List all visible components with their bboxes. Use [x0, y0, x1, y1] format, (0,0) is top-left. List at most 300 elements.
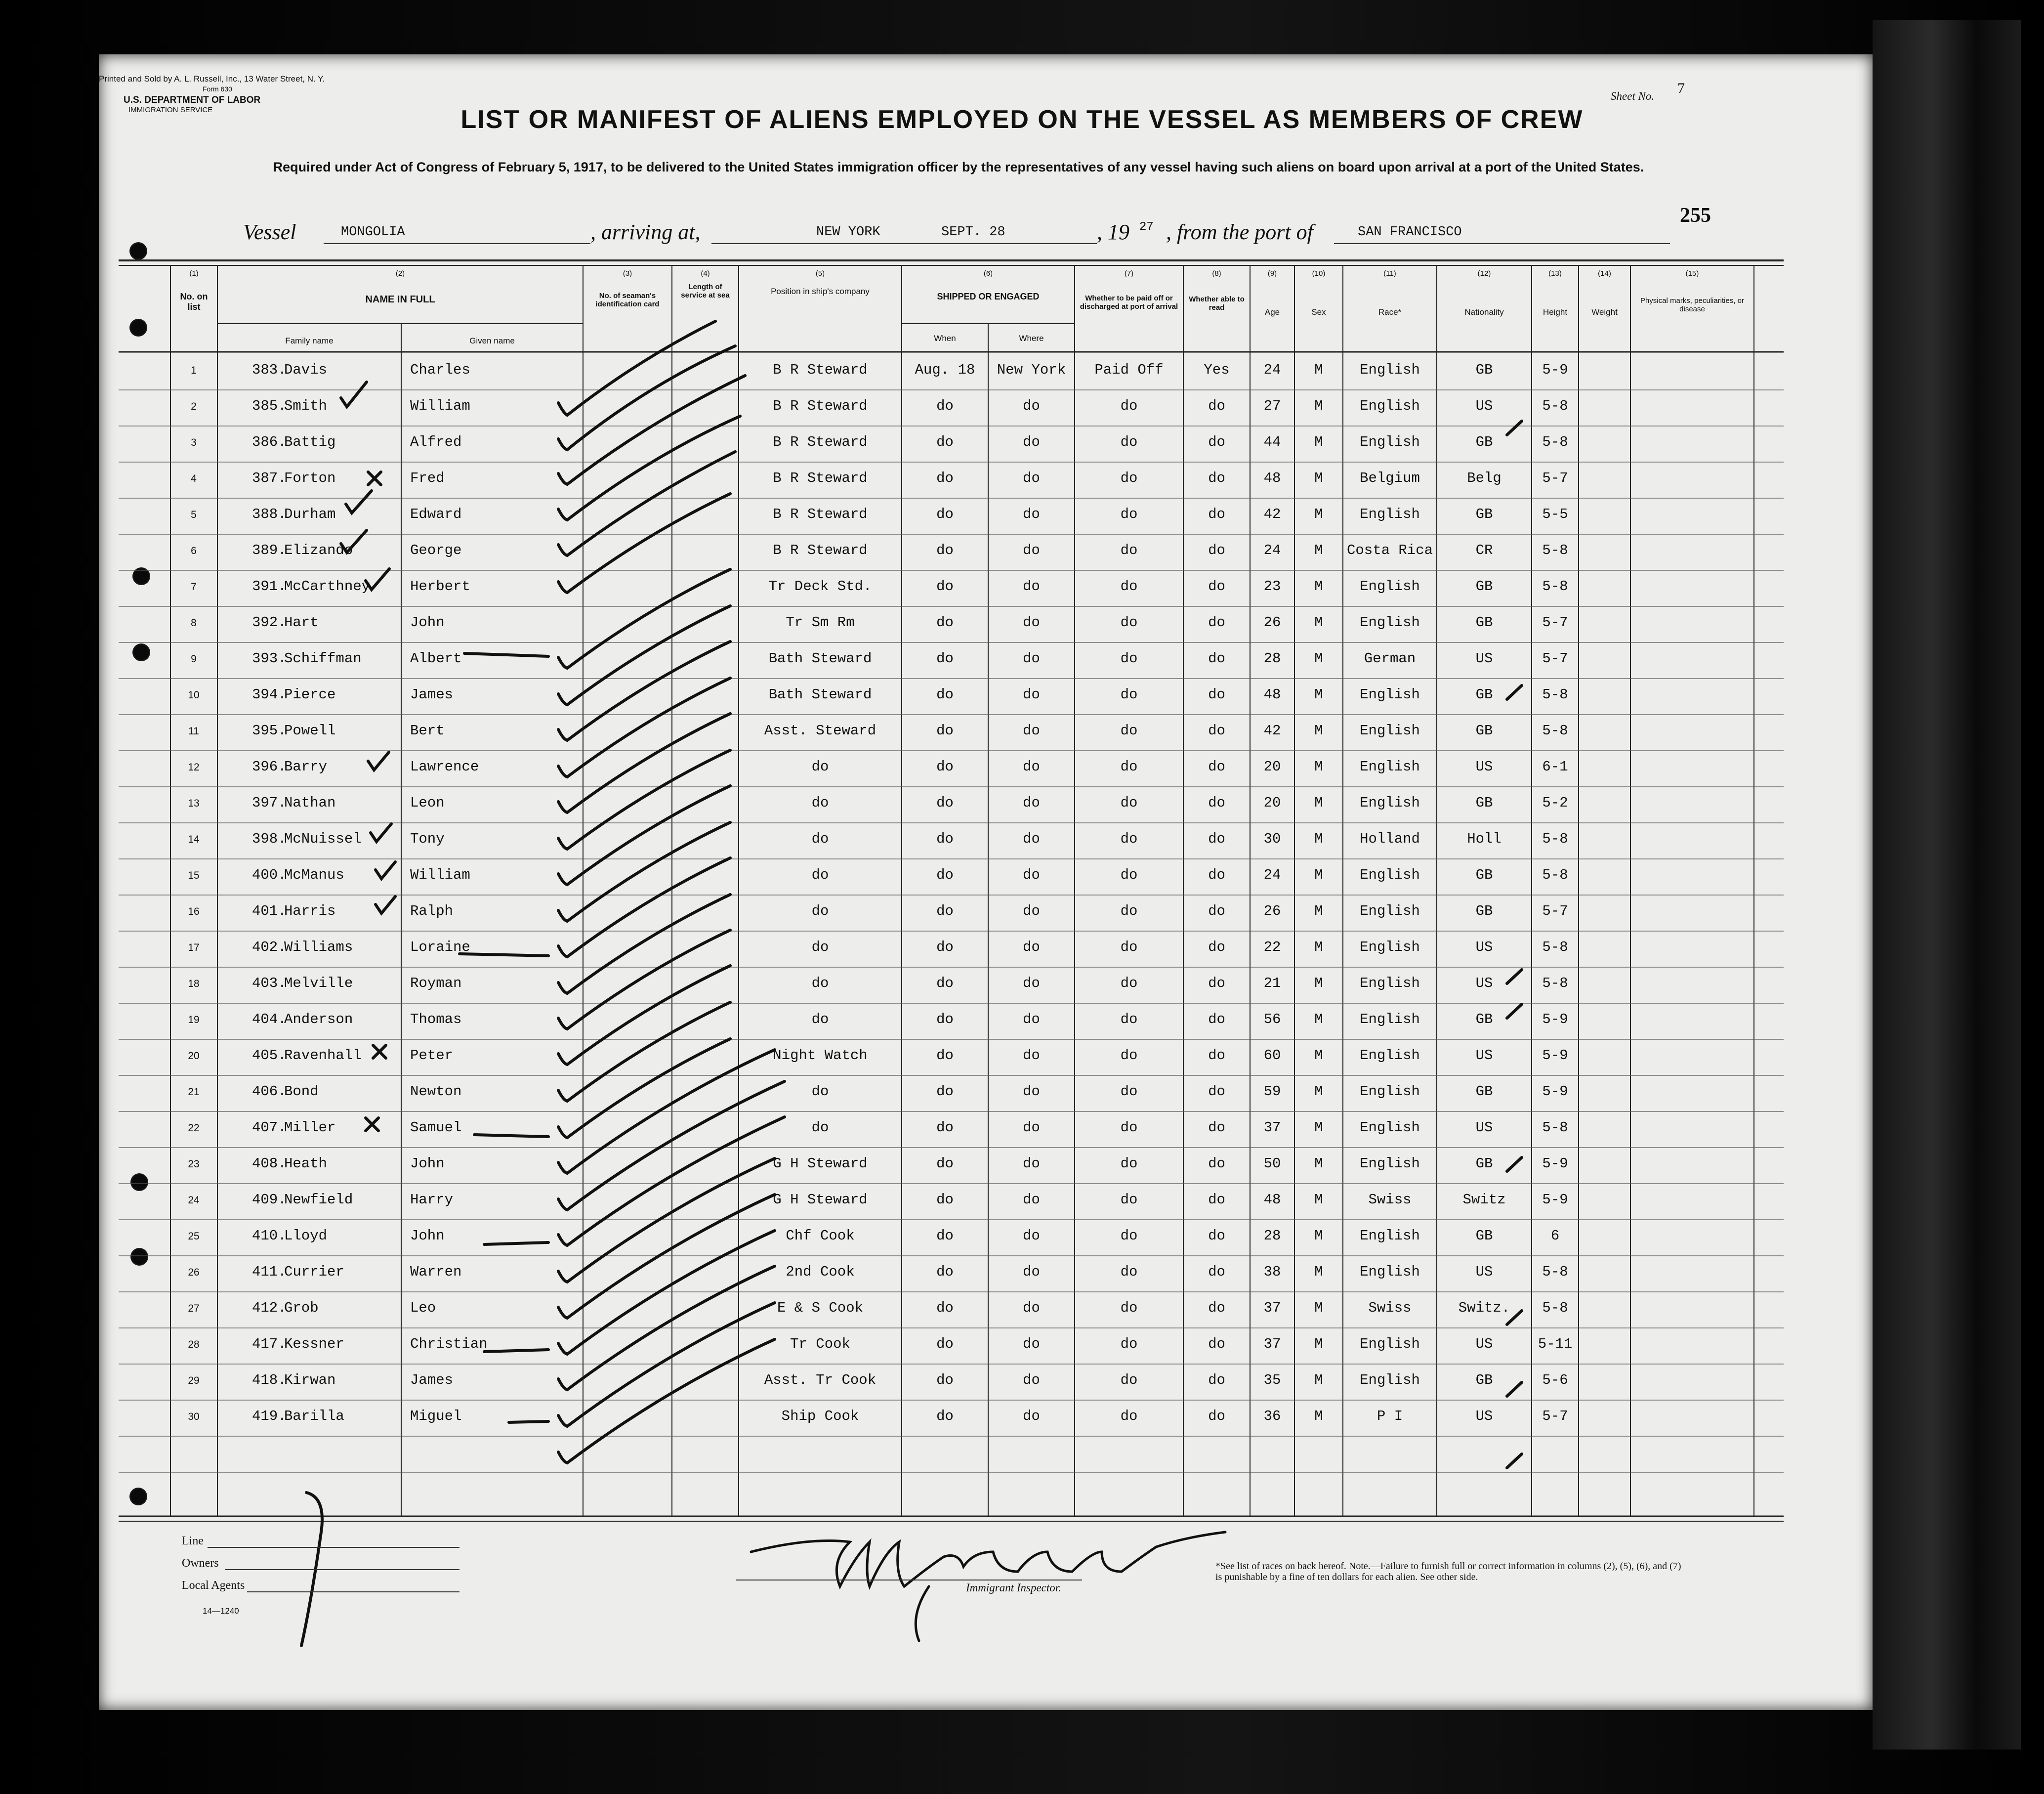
cell-age: 24	[1263, 542, 1281, 558]
cell-given-name: Charles	[410, 362, 470, 378]
cell-race: English	[1360, 1336, 1420, 1352]
cell-sex: M	[1314, 1372, 1323, 1388]
cell-race: English	[1360, 1155, 1420, 1172]
cell-able-to-read: do	[1208, 1372, 1225, 1388]
cell-paid-off: do	[1120, 1228, 1138, 1244]
cell-shipped-where: do	[1023, 1228, 1040, 1244]
col1-number: (1)	[189, 269, 199, 278]
cell-id: 383.	[252, 362, 287, 378]
cell-able-to-read: do	[1208, 1119, 1225, 1136]
cell-family-name: Hart	[284, 614, 319, 631]
cell-id: 396.	[252, 759, 287, 775]
col6-number: (6)	[983, 269, 993, 278]
cell-shipped-when: do	[936, 614, 954, 631]
col10-number: (10)	[1312, 269, 1326, 278]
cell-given-name: Edward	[410, 506, 462, 522]
cell-line-number: 8	[191, 617, 197, 629]
cell-paid-off: do	[1120, 723, 1138, 739]
cell-shipped-where: do	[1023, 1264, 1040, 1280]
cell-id: 410.	[252, 1228, 287, 1244]
cell-id: 393.	[252, 650, 287, 667]
cell-age: 35	[1263, 1372, 1281, 1388]
cell-sex: M	[1314, 578, 1323, 595]
cell-given-name: Bert	[410, 723, 445, 739]
cell-id: 385.	[252, 398, 287, 414]
cell-shipped-when: do	[936, 1228, 954, 1244]
col3-number: (3)	[623, 269, 632, 278]
cell-given-name: Peter	[410, 1047, 454, 1064]
cell-race: English	[1360, 759, 1420, 775]
cell-paid-off: do	[1120, 903, 1138, 919]
cell-family-name: Kirwan	[284, 1372, 336, 1388]
footnote: *See list of races on back hereof. Note.—Failure to furnish full or correct information in columns (2), (5), (6), and (7) is punishable by a fine of ten dollars for each alien. See other side.	[1215, 1561, 1681, 1582]
footer-line-label: Line	[182, 1535, 204, 1547]
cell-race: P I	[1377, 1408, 1403, 1424]
cell-nationality: GB	[1475, 614, 1493, 631]
cell-nationality: GB	[1475, 723, 1493, 739]
cell-able-to-read: do	[1208, 831, 1225, 847]
vessel-name: MONGOLIA	[341, 225, 405, 240]
cell-sex: M	[1314, 398, 1323, 414]
cell-shipped-when: do	[936, 578, 954, 595]
cell-shipped-where: do	[1023, 1011, 1040, 1027]
cell-line-number: 22	[188, 1122, 200, 1134]
col6-header: SHIPPED OR ENGAGED	[937, 292, 1040, 301]
cell-sex: M	[1314, 1264, 1323, 1280]
cell-position: do	[811, 795, 829, 811]
cell-family-name: Nathan	[284, 795, 336, 811]
cell-nationality: GB	[1475, 1228, 1493, 1244]
cell-nationality: US	[1475, 650, 1493, 667]
footer-form-code: 14—1240	[203, 1606, 239, 1616]
cell-race: English	[1360, 1119, 1420, 1136]
cell-paid-off: do	[1120, 542, 1138, 558]
cell-height: 5-8	[1542, 398, 1568, 414]
cell-position: do	[811, 1011, 829, 1027]
cell-age: 28	[1263, 1228, 1281, 1244]
cell-race: English	[1360, 362, 1420, 378]
cell-nationality: Belg	[1467, 470, 1502, 486]
cell-line-number: 18	[188, 978, 200, 989]
cell-height: 5-8	[1542, 867, 1568, 883]
arrival-date: SEPT. 28	[941, 225, 1005, 240]
cell-race: English	[1360, 506, 1420, 522]
cell-family-name: Harris	[284, 903, 336, 919]
cell-race: Holland	[1360, 831, 1420, 847]
cell-id: 406.	[252, 1083, 287, 1100]
cell-shipped-where: New York	[997, 362, 1066, 378]
cell-given-name: John	[410, 614, 445, 631]
col11-number: (11)	[1383, 269, 1396, 278]
cell-paid-off: do	[1120, 1119, 1138, 1136]
col8-header: Whether able to read	[1189, 295, 1245, 312]
cell-sex: M	[1314, 470, 1323, 486]
cell-paid-off: do	[1120, 506, 1138, 522]
footer-owners-label: Owners	[182, 1557, 219, 1570]
cell-age: 23	[1263, 578, 1281, 595]
cell-able-to-read: do	[1208, 1264, 1225, 1280]
cell-sex: M	[1314, 362, 1323, 378]
cell-age: 56	[1263, 1011, 1281, 1027]
cell-family-name: McManus	[284, 867, 344, 883]
cell-given-name: Christian	[410, 1336, 488, 1352]
cell-able-to-read: do	[1208, 1228, 1225, 1244]
cell-position: Bath Steward	[768, 686, 872, 703]
cell-paid-off: do	[1120, 939, 1138, 955]
cell-id: 400.	[252, 867, 287, 883]
cell-nationality: GB	[1475, 506, 1493, 522]
cell-paid-off: do	[1120, 759, 1138, 775]
cell-age: 26	[1263, 903, 1281, 919]
cell-race: English	[1360, 434, 1420, 450]
col2-header: NAME IN FULL	[365, 294, 435, 305]
cell-age: 42	[1263, 506, 1281, 522]
cell-given-name: Herbert	[410, 578, 470, 595]
cell-position: B R Steward	[773, 362, 868, 378]
arriving-port: NEW YORK	[816, 225, 880, 240]
cell-height: 5-9	[1542, 1083, 1568, 1100]
cell-sex: M	[1314, 759, 1323, 775]
cell-shipped-when: do	[936, 1083, 954, 1100]
cell-family-name: Barilla	[284, 1408, 344, 1424]
cell-able-to-read: do	[1208, 1155, 1225, 1172]
col5-number: (5)	[815, 269, 825, 278]
col11-header: Race*	[1378, 307, 1402, 317]
cell-shipped-when: do	[936, 542, 954, 558]
cell-id: 412.	[252, 1300, 287, 1316]
cell-position: Asst. Steward	[764, 723, 876, 739]
cell-line-number: 16	[188, 906, 200, 917]
cell-line-number: 20	[188, 1050, 200, 1062]
cell-id: 409.	[252, 1192, 287, 1208]
cell-family-name: Newfield	[284, 1192, 353, 1208]
cell-race: English	[1360, 1264, 1420, 1280]
cell-able-to-read: do	[1208, 398, 1225, 414]
cell-sex: M	[1314, 939, 1323, 955]
cell-shipped-when: Aug. 18	[915, 362, 975, 378]
cell-race: English	[1360, 1047, 1420, 1064]
cell-sex: M	[1314, 831, 1323, 847]
cell-family-name: Elizando	[284, 542, 353, 558]
cell-race: English	[1360, 614, 1420, 631]
cell-paid-off: do	[1120, 1372, 1138, 1388]
cell-shipped-when: do	[936, 434, 954, 450]
cell-age: 24	[1263, 867, 1281, 883]
cell-race: English	[1360, 939, 1420, 955]
cell-nationality: GB	[1475, 1083, 1493, 1100]
cell-height: 5-8	[1542, 1119, 1568, 1136]
cell-family-name: Schiffman	[284, 650, 362, 667]
cell-age: 36	[1263, 1408, 1281, 1424]
cell-family-name: Grob	[284, 1300, 319, 1316]
col7-header: Whether to be paid off or discharged at port of arrival	[1080, 294, 1178, 311]
cell-id: 387.	[252, 470, 287, 486]
cell-paid-off: do	[1120, 867, 1138, 883]
cell-age: 28	[1263, 650, 1281, 667]
cell-shipped-where: do	[1023, 867, 1040, 883]
cell-height: 5-7	[1542, 614, 1568, 631]
cell-paid-off: do	[1120, 795, 1138, 811]
cell-paid-off: do	[1120, 1155, 1138, 1172]
cell-id: 404.	[252, 1011, 287, 1027]
cell-shipped-where: do	[1023, 398, 1040, 414]
cell-able-to-read: do	[1208, 1083, 1225, 1100]
col15-header: Physical marks, peculiarities, or disease	[1640, 297, 1745, 313]
cell-nationality: Switz	[1462, 1192, 1506, 1208]
cell-line-number: 12	[188, 762, 200, 773]
cell-shipped-where: do	[1023, 1155, 1040, 1172]
cell-height: 5-6	[1542, 1372, 1568, 1388]
cell-race: English	[1360, 1228, 1420, 1244]
cell-position: B R Steward	[773, 434, 868, 450]
cell-position: do	[811, 831, 829, 847]
cell-able-to-read: do	[1208, 578, 1225, 595]
cell-line-number: 11	[188, 726, 199, 737]
cell-race: English	[1360, 578, 1420, 595]
cell-line-number: 5	[191, 509, 197, 520]
cell-id: 388.	[252, 506, 287, 522]
cell-paid-off: do	[1120, 686, 1138, 703]
from-label: , from the port of	[1166, 220, 1313, 244]
cell-height: 5-9	[1542, 1011, 1568, 1027]
cell-given-name: Leon	[410, 795, 445, 811]
col2-number: (2)	[395, 269, 405, 278]
cell-shipped-when: do	[936, 1011, 954, 1027]
cell-age: 30	[1263, 831, 1281, 847]
cell-family-name: Kessner	[284, 1336, 344, 1352]
cell-paid-off: do	[1120, 1083, 1138, 1100]
cell-line-number: 13	[188, 798, 200, 809]
cell-shipped-when: do	[936, 831, 954, 847]
cell-given-name: Tony	[410, 831, 445, 847]
cell-position: Tr Deck Std.	[768, 578, 872, 595]
cell-id: 408.	[252, 1155, 287, 1172]
cell-given-name: Leo	[410, 1300, 436, 1316]
footer-owners-underline	[225, 1569, 459, 1570]
cell-given-name: James	[410, 1372, 454, 1388]
cell-age: 37	[1263, 1336, 1281, 1352]
cell-shipped-when: do	[936, 686, 954, 703]
cell-age: 37	[1263, 1300, 1281, 1316]
col2-given-header: Given name	[469, 336, 515, 345]
cell-shipped-where: do	[1023, 1083, 1040, 1100]
cell-race: English	[1360, 723, 1420, 739]
cell-paid-off: Paid Off	[1094, 362, 1164, 378]
col13-header: Height	[1543, 307, 1568, 317]
col5-header: Position in ship's company	[771, 287, 870, 296]
cell-line-number: 3	[191, 437, 197, 448]
cell-given-name: Samuel	[410, 1119, 462, 1136]
cell-id: 394.	[252, 686, 287, 703]
cell-paid-off: do	[1120, 1011, 1138, 1027]
year-label: , 19	[1097, 220, 1129, 244]
cell-able-to-read: do	[1208, 1192, 1225, 1208]
cell-shipped-when: do	[936, 903, 954, 919]
cell-paid-off: do	[1120, 1336, 1138, 1352]
cell-id: 411.	[252, 1264, 287, 1280]
cell-line-number: 28	[188, 1339, 200, 1350]
col4-header: Length of service at sea	[681, 283, 730, 299]
cell-line-number: 17	[188, 942, 200, 953]
cell-given-name: Royman	[410, 975, 462, 991]
cell-given-name: Fred	[410, 470, 445, 486]
cell-sex: M	[1314, 1300, 1323, 1316]
cell-line-number: 26	[188, 1267, 200, 1278]
cell-id: 402.	[252, 939, 287, 955]
col14-header: Weight	[1591, 307, 1618, 317]
arrival-year: 27	[1139, 220, 1154, 234]
cell-age: 42	[1263, 723, 1281, 739]
cell-age: 37	[1263, 1119, 1281, 1136]
col8-number: (8)	[1212, 269, 1221, 278]
cell-sex: M	[1314, 650, 1323, 667]
cell-nationality: US	[1475, 975, 1493, 991]
cell-family-name: Pierce	[284, 686, 336, 703]
cell-shipped-where: do	[1023, 1336, 1040, 1352]
cell-line-number: 15	[188, 870, 200, 881]
arriving-label: , arriving at,	[590, 220, 701, 244]
cell-position: Bath Steward	[768, 650, 872, 667]
department-name: U.S. DEPARTMENT OF LABOR	[124, 95, 261, 105]
cell-race: English	[1360, 1372, 1420, 1388]
cell-shipped-where: do	[1023, 759, 1040, 775]
inspector-label: Immigrant Inspector.	[966, 1581, 1061, 1594]
cell-height: 5-11	[1538, 1336, 1573, 1352]
cell-id: 389.	[252, 542, 287, 558]
cell-nationality: GB	[1475, 578, 1493, 595]
cell-id: 405.	[252, 1047, 287, 1064]
cell-shipped-where: do	[1023, 903, 1040, 919]
cell-line-number: 23	[188, 1158, 200, 1170]
cell-line-number: 24	[188, 1195, 200, 1206]
cell-position: do	[811, 903, 829, 919]
cell-height: 5-9	[1542, 1155, 1568, 1172]
cell-able-to-read: do	[1208, 795, 1225, 811]
cell-sex: M	[1314, 1336, 1323, 1352]
cell-race: English	[1360, 686, 1420, 703]
cell-height: 5-2	[1542, 795, 1568, 811]
cell-position: Chf Cook	[786, 1228, 855, 1244]
cell-race: English	[1360, 975, 1420, 991]
cell-race: English	[1360, 867, 1420, 883]
cell-shipped-when: do	[936, 795, 954, 811]
cell-age: 48	[1263, 470, 1281, 486]
cell-given-name: Warren	[410, 1264, 462, 1280]
form-number: Form 630	[203, 85, 232, 93]
cell-nationality: US	[1475, 939, 1493, 955]
cell-position: do	[811, 939, 829, 955]
service-name: IMMIGRATION SERVICE	[128, 106, 213, 114]
cell-shipped-when: do	[936, 506, 954, 522]
cell-position: Ship Cook	[781, 1408, 859, 1424]
cell-family-name: Battig	[284, 434, 336, 450]
cell-nationality: US	[1475, 1047, 1493, 1064]
col1-header: No. on list	[180, 292, 208, 312]
cell-able-to-read: do	[1208, 1047, 1225, 1064]
cell-age: 20	[1263, 795, 1281, 811]
footer-line-underline	[208, 1547, 459, 1548]
cell-paid-off: do	[1120, 831, 1138, 847]
cell-able-to-read: do	[1208, 1011, 1225, 1027]
cell-sex: M	[1314, 903, 1323, 919]
cell-sex: M	[1314, 1228, 1323, 1244]
cell-height: 5-7	[1542, 1408, 1568, 1424]
cell-race: English	[1360, 903, 1420, 919]
sheet-number: 7	[1677, 80, 1685, 96]
cell-height: 5-8	[1542, 723, 1568, 739]
cell-given-name: Newton	[410, 1083, 462, 1100]
cell-race: English	[1360, 398, 1420, 414]
cell-family-name: Davis	[284, 362, 328, 378]
vessel-label: Vessel	[243, 220, 296, 244]
cell-nationality: GB	[1475, 686, 1493, 703]
cell-shipped-when: do	[936, 1119, 954, 1136]
cell-height: 5-8	[1542, 975, 1568, 991]
cell-nationality: GB	[1475, 867, 1493, 883]
cell-height: 5-9	[1542, 362, 1568, 378]
col7-number: (7)	[1124, 269, 1134, 278]
cell-shipped-when: do	[936, 650, 954, 667]
cell-position: B R Steward	[773, 398, 868, 414]
cell-position: B R Steward	[773, 542, 868, 558]
cell-paid-off: do	[1120, 1047, 1138, 1064]
cell-line-number: 19	[188, 1014, 200, 1025]
cell-given-name: John	[410, 1228, 445, 1244]
cell-nationality: GB	[1475, 362, 1493, 378]
cell-given-name: William	[410, 867, 470, 883]
cell-given-name: James	[410, 686, 454, 703]
cell-able-to-read: do	[1208, 867, 1225, 883]
cell-able-to-read: do	[1208, 434, 1225, 450]
cell-able-to-read: do	[1208, 1300, 1225, 1316]
cell-family-name: McCarthney	[284, 578, 371, 595]
cell-height: 5-7	[1542, 650, 1568, 667]
cell-able-to-read: do	[1208, 650, 1225, 667]
cell-paid-off: do	[1120, 1192, 1138, 1208]
cell-height: 5-8	[1542, 1264, 1568, 1280]
cell-height: 5-9	[1542, 1047, 1568, 1064]
cell-id: 418.	[252, 1372, 287, 1388]
cell-line-number: 14	[188, 834, 200, 845]
page-title: LIST OR MANIFEST OF ALIENS EMPLOYED ON THE VESSEL AS MEMBERS OF CREW	[460, 105, 1584, 134]
cell-family-name: Miller	[284, 1119, 336, 1136]
sheet-label: Sheet No.	[1611, 90, 1655, 102]
cell-nationality: GB	[1475, 795, 1493, 811]
cell-race: Costa Rica	[1346, 542, 1433, 558]
cell-nationality: Holl	[1467, 831, 1502, 847]
cell-race: Belgium	[1360, 470, 1420, 486]
cell-shipped-where: do	[1023, 1300, 1040, 1316]
cell-given-name: George	[410, 542, 462, 558]
cell-age: 59	[1263, 1083, 1281, 1100]
cell-family-name: Ravenhall	[284, 1047, 362, 1064]
cell-race: German	[1364, 650, 1416, 667]
cell-shipped-where: do	[1023, 434, 1040, 450]
cell-shipped-where: do	[1023, 506, 1040, 522]
cell-shipped-where: do	[1023, 470, 1040, 486]
cell-line-number: 10	[188, 689, 200, 701]
cell-line-number: 30	[188, 1411, 200, 1422]
cell-age: 38	[1263, 1264, 1281, 1280]
cell-height: 5-8	[1542, 434, 1568, 450]
cell-paid-off: do	[1120, 578, 1138, 595]
cell-given-name: Lawrence	[410, 759, 479, 775]
cell-paid-off: do	[1120, 470, 1138, 486]
footer-agents-underline	[247, 1591, 459, 1592]
cell-nationality: Switz.	[1458, 1300, 1510, 1316]
cell-shipped-when: do	[936, 759, 954, 775]
cell-family-name: Melville	[284, 975, 353, 991]
